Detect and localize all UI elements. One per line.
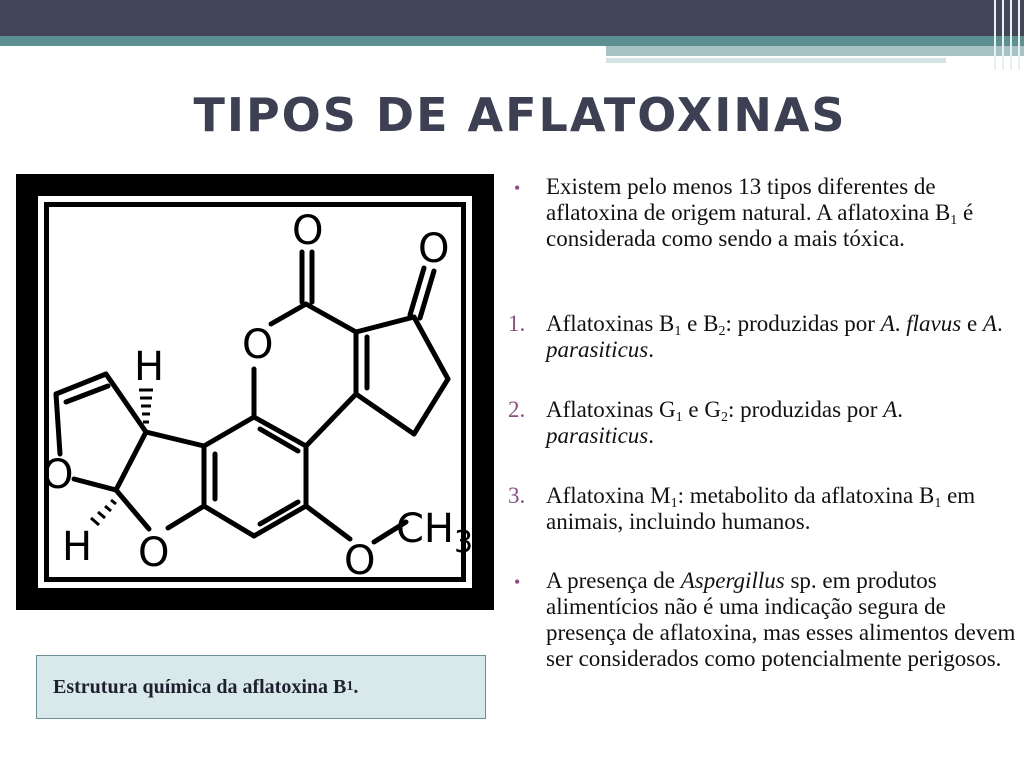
hydrogen-label: H	[62, 524, 93, 570]
oxygen-label: O	[344, 538, 376, 584]
oxygen-label: O	[242, 322, 274, 368]
oxygen-label: O	[42, 452, 74, 498]
oxygen-label: O	[418, 226, 450, 272]
slide-title: TIPOS DE AFLATOXINAS	[193, 88, 847, 142]
header-bar	[0, 0, 1024, 36]
hydrogen-label: H	[134, 344, 165, 390]
header-decoration	[990, 0, 1024, 70]
header-stripe	[0, 36, 1024, 46]
header-stripe-faint	[606, 58, 946, 63]
oxygen-label: O	[292, 208, 324, 254]
figure-caption: Estrutura química da aflatoxina B 1 .	[36, 655, 486, 719]
methyl-label: $CH_3$	[396, 506, 474, 560]
aflatoxin-b1-structure	[16, 174, 494, 610]
oxygen-label: O	[138, 530, 170, 576]
molecule-image	[16, 174, 494, 610]
header-stripe-light	[606, 46, 1024, 56]
